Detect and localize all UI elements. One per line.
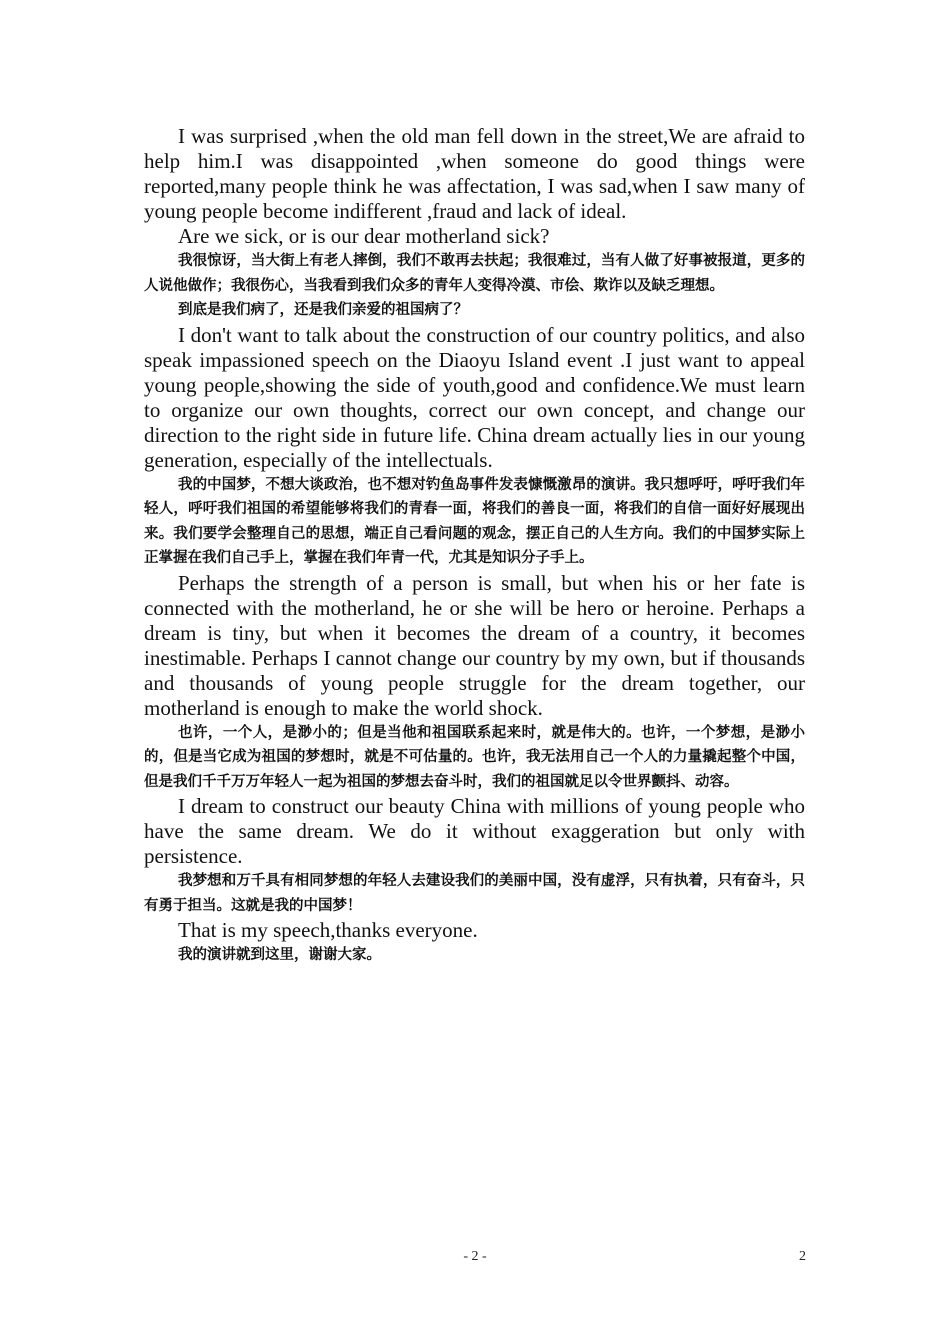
paragraph-english-5: I dream to construct our beauty China with millions of young people who have the same dream. We do it without exaggeration but only with persistence. xyxy=(144,794,805,868)
paragraph-english-4: Perhaps the strength of a person is small, but when his or her fate is connected with the motherland, he or she will be hero or heroine. Perhaps a dream is tiny, but when it becomes the dream of a country, it becomes inestimable. Perhaps I cannot change our country by my own, but if thousands and thousands of young people struggle for the dream together, our motherland is enough to make the world shock. xyxy=(144,570,805,720)
paragraph-english-2: Are we sick, or is our dear motherland sick? xyxy=(178,224,550,248)
footer-page-number: 2 xyxy=(799,1249,806,1264)
paragraph-english-3: I don't want to talk about the construction of our country politics, and also speak impassioned speech on the Diaoyu Island event .I just want to appeal young people,showing the side of youth,good and confidence.We must learn to organize our own thoughts, correct our own concept, and change our direction to the right side in future life. China dream actually lies in our young generation, especially of the intellectuals. xyxy=(144,322,805,472)
paragraph-chinese-2: 到底是我们病了，还是我们亲爱的祖国病了？ xyxy=(178,301,468,318)
paragraph-chinese-5: 我梦想和万千具有相同梦想的年轻人去建设我们的美丽中国，没有虚浮，只有执着，只有奋斗，只有勇于担当。这就是我的中国梦！ xyxy=(144,872,805,914)
paragraph-chinese-4: 也许，一个人，是渺小的；但是当他和祖国联系起来时，就是伟大的。也许，一个梦想，是渺小的，但是当它成为祖国的梦想时，就是不可估量的。也许，我无法用自己一个人的力量撬起整个中国，但是我们千千万万年轻人一起为祖国的梦想去奋斗时，我们的祖国就足以令世界颤抖、动容。 xyxy=(144,723,805,790)
paragraph-english-1: I was surprised ,when the old man fell down in the street,We are afraid to help him.I was disappointed ,when someone do good things were reported,many people think he was affectation, I was sad,when I saw many of young people become indifferent ,fraud and lack of ideal. xyxy=(144,124,805,223)
paragraph-chinese-1: 我很惊讶，当大街上有老人摔倒，我们不敢再去扶起；我很难过，当有人做了好事被报道，更多的人说他做作；我很伤心，当我看到我们众多的青年人变得冷漠、市侩、欺诈以及缺乏理想。 xyxy=(144,252,805,294)
paragraph-chinese-3: 我的中国梦，不想大谈政治，也不想对钓鱼岛事件发表慷慨激昂的演讲。我只想呼吁，呼吁我们年轻人，呼吁我们祖国的希望能够将我们的青春一面，将我们的善良一面，将我们的自信一面好好展现出来。我们要学会整理自己的思想，端正自己看问题的观念，摆正自己的人生方向。我们的中国梦实际上正掌握在我们自己手上，掌握在我们年青一代，尤其是知识分子手上。 xyxy=(144,475,805,566)
page-body xyxy=(144,124,805,968)
footer-page-label: - 2 - xyxy=(463,1249,487,1264)
paragraph-chinese-6: 我的演讲就到这里，谢谢大家。 xyxy=(178,946,381,963)
paragraph-english-6: That is my speech,thanks everyone. xyxy=(178,918,478,942)
